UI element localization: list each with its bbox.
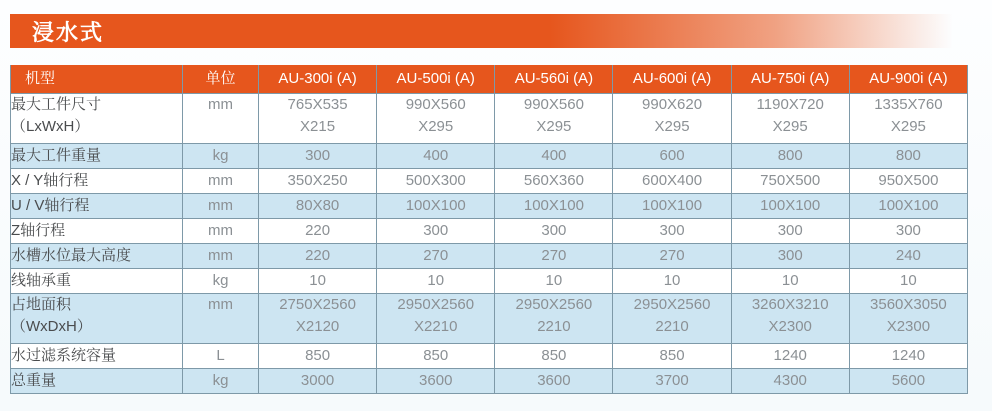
header-cell-column: AU-500i (A): [377, 65, 495, 94]
row-unit: [183, 344, 259, 369]
cell-line: X2120: [295, 318, 340, 335]
value-cell: [613, 244, 731, 269]
table-header-row: [11, 65, 968, 94]
cell-line: 10: [900, 272, 917, 289]
cell-line: 560X360: [523, 172, 584, 189]
cell-line: 水槽水位最大高度: [11, 247, 132, 264]
row-label: [11, 269, 183, 294]
table-row: [11, 269, 968, 294]
cell-line: 950X500: [878, 172, 939, 189]
header-cell-model: 机型: [11, 65, 183, 94]
cell-line: 3700: [655, 372, 689, 389]
cell-line: 水过滤系统容量: [11, 347, 117, 364]
value-cell: [731, 269, 849, 294]
value-cell: [849, 294, 967, 344]
row-label: [11, 294, 183, 344]
value-cell: [849, 369, 967, 394]
row-unit: [183, 269, 259, 294]
row-unit: [183, 219, 259, 244]
value-cell: [495, 269, 613, 294]
value-cell: [613, 194, 731, 219]
cell-line: X295: [890, 118, 926, 135]
row-unit: [183, 244, 259, 269]
cell-line: X215: [300, 118, 336, 135]
cell-line: mm: [208, 296, 233, 313]
cell-line: 220: [305, 222, 331, 239]
value-cell: [849, 169, 967, 194]
spec-table-body: [11, 94, 968, 394]
cell-line: 1240: [773, 347, 807, 364]
cell-line: （LxWxH）: [11, 118, 90, 135]
cell-line: 2950X2560: [515, 296, 593, 313]
cell-line: 850: [659, 347, 685, 364]
cell-line: 300: [895, 222, 921, 239]
cell-line: 10: [663, 272, 681, 289]
cell-line: 850: [541, 347, 567, 364]
header-cell-column: AU-900i (A): [849, 65, 967, 94]
value-cell: [259, 194, 377, 219]
cell-line: kg: [212, 147, 229, 164]
value-cell: [259, 144, 377, 169]
value-cell: [259, 219, 377, 244]
value-cell: [259, 344, 377, 369]
cell-line: 1240: [891, 347, 926, 364]
cell-line: 3600: [419, 372, 453, 389]
value-cell: [259, 169, 377, 194]
cell-line: 3000: [300, 372, 335, 389]
cell-line: 10: [427, 272, 445, 289]
cell-line: 270: [423, 247, 449, 264]
row-unit: [183, 294, 259, 344]
cell-line: mm: [208, 222, 233, 239]
cell-line: 2950X2560: [633, 296, 711, 313]
cell-line: 1335X760: [874, 96, 943, 113]
cell-line: 850: [423, 347, 449, 364]
cell-line: 10: [781, 272, 799, 289]
cell-line: X / Y轴行程: [11, 172, 89, 189]
cell-line: 最大工件尺寸: [11, 96, 102, 113]
table-row: [11, 294, 968, 344]
value-cell: [849, 144, 967, 169]
cell-line: 300: [423, 222, 449, 239]
cell-line: 3600: [537, 372, 571, 389]
table-row: [11, 169, 968, 194]
cell-line: 350X250: [287, 172, 348, 189]
cell-line: 线轴承重: [11, 272, 72, 289]
cell-line: 5600: [891, 372, 926, 389]
value-cell: [731, 169, 849, 194]
cell-line: 850: [305, 347, 331, 364]
value-cell: [377, 269, 495, 294]
cell-line: 500X300: [405, 172, 466, 189]
value-cell: [849, 94, 967, 144]
cell-line: U / V轴行程: [11, 197, 90, 214]
value-cell: [495, 244, 613, 269]
cell-line: 600: [659, 147, 685, 164]
cell-line: 300: [305, 147, 331, 164]
cell-line: 300: [659, 222, 685, 239]
cell-line: 占地面积: [11, 296, 72, 313]
table-row: [11, 219, 968, 244]
value-cell: [259, 269, 377, 294]
value-cell: [377, 369, 495, 394]
cell-line: 990X560: [405, 96, 466, 113]
cell-line: mm: [208, 96, 233, 113]
section-title-banner: [10, 14, 992, 48]
value-cell: [495, 94, 613, 144]
value-cell: [259, 244, 377, 269]
cell-line: 100X100: [405, 197, 466, 214]
cell-line: 100X100: [878, 197, 939, 214]
cell-line: X2210: [414, 318, 458, 335]
cell-line: 2950X2560: [397, 296, 475, 313]
header-cell-column: AU-750i (A): [731, 65, 849, 94]
cell-line: 100X100: [642, 197, 703, 214]
value-cell: [613, 144, 731, 169]
value-cell: [849, 269, 967, 294]
cell-line: X295: [772, 118, 808, 135]
cell-line: 400: [541, 147, 567, 164]
cell-line: kg: [212, 372, 229, 389]
cell-line: 990X620: [642, 96, 703, 113]
cell-line: 600X400: [642, 172, 703, 189]
value-cell: [731, 294, 849, 344]
value-cell: [495, 344, 613, 369]
row-unit: [183, 94, 259, 144]
cell-line: 总重量: [11, 372, 57, 389]
value-cell: [377, 194, 495, 219]
cell-line: 220: [305, 247, 331, 264]
value-cell: [259, 94, 377, 144]
header-cell-column: AU-300i (A): [259, 65, 377, 94]
value-cell: [613, 344, 731, 369]
cell-line: 765X535: [287, 96, 348, 113]
page-title: 浸水式: [32, 19, 105, 45]
cell-line: 2750X2560: [279, 296, 356, 313]
cell-line: 240: [895, 247, 921, 264]
row-unit: [183, 169, 259, 194]
value-cell: [613, 294, 731, 344]
cell-line: 2210: [655, 318, 689, 335]
table-row: [11, 344, 968, 369]
value-cell: [377, 169, 495, 194]
value-cell: [613, 169, 731, 194]
value-cell: [495, 144, 613, 169]
cell-line: X2300: [768, 318, 812, 335]
row-label: [11, 244, 183, 269]
cell-line: 270: [659, 247, 685, 264]
value-cell: [849, 219, 967, 244]
value-cell: [731, 219, 849, 244]
value-cell: [731, 344, 849, 369]
cell-line: Z轴行程: [11, 222, 66, 239]
cell-line: 1190X720: [756, 96, 824, 113]
cell-line: 800: [777, 147, 803, 164]
cell-line: 300: [541, 222, 567, 239]
value-cell: [495, 194, 613, 219]
table-row: [11, 369, 968, 394]
cell-line: 100X100: [523, 197, 584, 214]
spec-table: [10, 65, 968, 394]
row-label: [11, 94, 183, 144]
value-cell: [731, 144, 849, 169]
value-cell: [495, 219, 613, 244]
value-cell: [613, 94, 731, 144]
cell-line: 300: [777, 222, 803, 239]
cell-line: X295: [536, 118, 572, 135]
value-cell: [377, 144, 495, 169]
cell-line: 300: [777, 247, 803, 264]
value-cell: [377, 244, 495, 269]
table-row: [11, 94, 968, 144]
cell-line: kg: [212, 272, 229, 289]
cell-line: 10: [309, 272, 326, 289]
cell-line: 4300: [773, 372, 807, 389]
cell-line: mm: [208, 247, 233, 264]
table-row: [11, 194, 968, 219]
cell-line: 100X100: [760, 197, 821, 214]
cell-line: L: [216, 347, 225, 364]
value-cell: [377, 294, 495, 344]
cell-line: 10: [545, 272, 563, 289]
value-cell: [731, 244, 849, 269]
cell-line: 最大工件重量: [11, 147, 102, 164]
cell-line: X2300: [886, 318, 931, 335]
row-label: [11, 144, 183, 169]
row-label: [11, 369, 183, 394]
cell-line: 800: [895, 147, 921, 164]
cell-line: 80X80: [295, 197, 340, 214]
header-cell-column: AU-600i (A): [613, 65, 731, 94]
cell-line: X295: [418, 118, 454, 135]
cell-line: （WxDxH）: [11, 318, 92, 335]
cell-line: 270: [541, 247, 567, 264]
value-cell: [259, 294, 377, 344]
row-label: [11, 219, 183, 244]
table-row: [11, 144, 968, 169]
value-cell: [377, 219, 495, 244]
value-cell: [849, 244, 967, 269]
value-cell: [495, 294, 613, 344]
value-cell: [731, 194, 849, 219]
value-cell: [495, 369, 613, 394]
value-cell: [731, 94, 849, 144]
cell-line: 3560X3050: [870, 296, 947, 313]
row-label: [11, 169, 183, 194]
row-unit: [183, 194, 259, 219]
header-cell-column: AU-560i (A): [495, 65, 613, 94]
value-cell: [613, 269, 731, 294]
cell-line: mm: [208, 197, 233, 214]
value-cell: [849, 194, 967, 219]
cell-line: 990X560: [523, 96, 584, 113]
value-cell: [259, 369, 377, 394]
row-label: [11, 194, 183, 219]
row-unit: [183, 144, 259, 169]
value-cell: [731, 369, 849, 394]
cell-line: mm: [208, 172, 233, 189]
cell-line: X295: [654, 118, 690, 135]
cell-line: 2210: [537, 318, 571, 335]
cell-line: 400: [423, 147, 449, 164]
table-row: [11, 244, 968, 269]
row-unit: [183, 369, 259, 394]
cell-line: 750X500: [760, 172, 821, 189]
value-cell: [495, 169, 613, 194]
value-cell: [613, 369, 731, 394]
value-cell: [377, 94, 495, 144]
header-cell-unit: 单位: [183, 65, 259, 94]
value-cell: [613, 219, 731, 244]
cell-line: 3260X3210: [751, 296, 829, 313]
value-cell: [377, 344, 495, 369]
row-label: [11, 344, 183, 369]
value-cell: [849, 344, 967, 369]
